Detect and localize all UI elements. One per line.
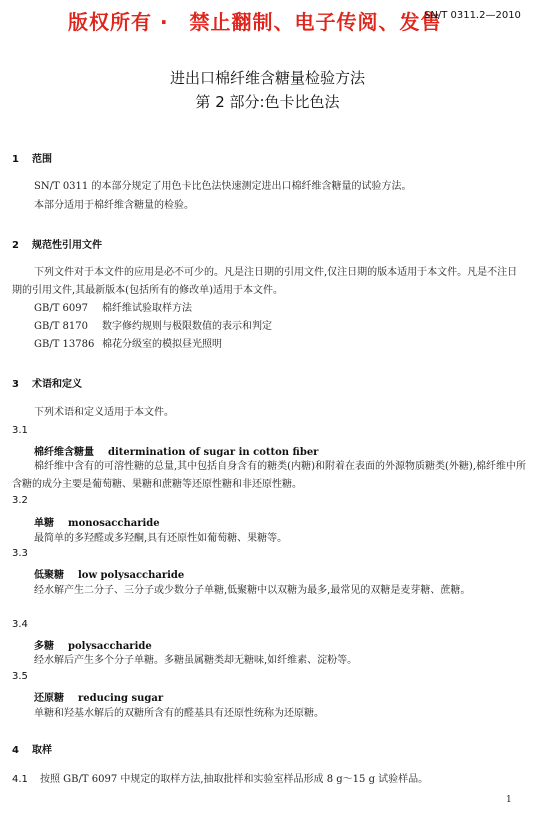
reference-code: GB/T 6097 — [34, 303, 89, 314]
term-cn: 多糖 — [34, 641, 54, 652]
document-subtitle: 第 2 部分:色卡比色法 — [195, 93, 340, 111]
clause-text: 按照 GB/T 6097 中规定的取样方法,抽取批样和实验室样品形成 8 g～15 g 试验样品。 — [40, 774, 429, 785]
scope-paragraph-2: 本部分适用于棉纤维含糖量的检验。 — [34, 200, 194, 211]
term-number: 3.4 — [12, 619, 28, 630]
term-definition: 最简单的多羟醛或多羟酮,具有还原性如葡萄糖、果糖等。 — [34, 533, 288, 544]
term-en: polysaccharide — [68, 641, 152, 652]
term-en: reducing sugar — [78, 693, 164, 704]
term-cn: 还原糖 — [34, 693, 64, 704]
term-heading — [34, 443, 318, 458]
section-heading-sampling — [12, 741, 52, 756]
section-number: 4 — [12, 745, 19, 756]
terms-intro-paragraph: 下列术语和定义适用于本文件。 — [34, 407, 174, 418]
term-heading — [34, 689, 163, 704]
section-number: 3 — [12, 379, 19, 390]
reference-item — [34, 300, 192, 318]
section-title: 术语和定义 — [32, 379, 82, 390]
term-cn: 棉纤维含糖量 — [34, 447, 94, 458]
watermark-banner: 版权所有 · 禁止翻制、电子传阅、发售 — [68, 10, 442, 34]
clause-number: 4.1 — [12, 774, 28, 785]
reference-title: 数字修约规则与极限数值的表示和判定 — [102, 321, 272, 332]
term-cn: 单糖 — [34, 518, 54, 529]
reference-item — [34, 318, 272, 336]
term-heading — [34, 566, 184, 581]
term-definition: 经水解产生二分子、三分子或少数分子单糖,低聚糖中以双糖为最多,最常见的双糖是麦芽糖、蔗糖。 — [34, 585, 471, 596]
page-number: 1 — [506, 795, 512, 805]
section-title: 规范性引用文件 — [32, 240, 102, 251]
term-number: 3.1 — [12, 425, 28, 436]
section-title: 取样 — [32, 745, 52, 756]
term-number: 3.5 — [12, 671, 28, 682]
section-number: 1 — [12, 154, 19, 165]
term-definition: 单糖和羟基水解后的双糖所含有的醛基具有还原性统称为还原糖。 — [34, 708, 324, 719]
references-intro-paragraph: 下列文件对于本文件的应用是必不可少的。凡是注日期的引用文件,仅注日期的版本适用于本文件。凡是不注日期的引用文件,其最新版本(包括所有的修改单)适用于本文件。 — [12, 267, 518, 296]
term-definition: 经水解后产生多个分子单糖。多糖虽属糖类却无糖味,如纤维素、淀粉等。 — [34, 655, 358, 666]
term-en: low polysaccharide — [78, 570, 185, 581]
term-cn: 低聚糖 — [34, 570, 64, 581]
reference-title: 棉纤维试验取样方法 — [102, 303, 192, 314]
term-heading — [34, 637, 152, 652]
reference-code: GB/T 13786 — [34, 339, 95, 350]
term-en: monosaccharide — [68, 518, 160, 529]
section-number: 2 — [12, 240, 19, 251]
clause-4-1 — [12, 771, 428, 789]
term-number: 3.2 — [12, 495, 28, 506]
section-title: 范围 — [32, 154, 52, 165]
reference-title: 棉花分级室的模拟昼光照明 — [102, 339, 222, 350]
term-en: ditermination of sugar in cotton fiber — [108, 447, 319, 458]
term-definition: 棉纤维中含有的可溶性糖的总量,其中包括自身含有的糖类(内糖)和附着在表面的外源物质糖类(外糖),棉纤维中所含糖的成分主要是葡萄糖、果糖和蔗糖等还原性糖和非还原性糖。 — [12, 461, 526, 490]
section-heading-normative-references — [12, 236, 102, 251]
document-title: 进出口棉纤维含糖量检验方法 — [169, 69, 365, 87]
term-heading — [34, 514, 160, 529]
section-heading-terms — [12, 375, 82, 390]
standard-number: SN/T 0311.2—2010 — [424, 10, 521, 21]
reference-code: GB/T 8170 — [34, 321, 89, 332]
section-heading-scope — [12, 150, 52, 165]
reference-item — [34, 336, 222, 354]
scope-paragraph-1: SN/T 0311 的本部分规定了用色卡比色法快速测定进出口棉纤维含糖量的试验方法。 — [34, 181, 412, 192]
term-number: 3.3 — [12, 548, 28, 559]
